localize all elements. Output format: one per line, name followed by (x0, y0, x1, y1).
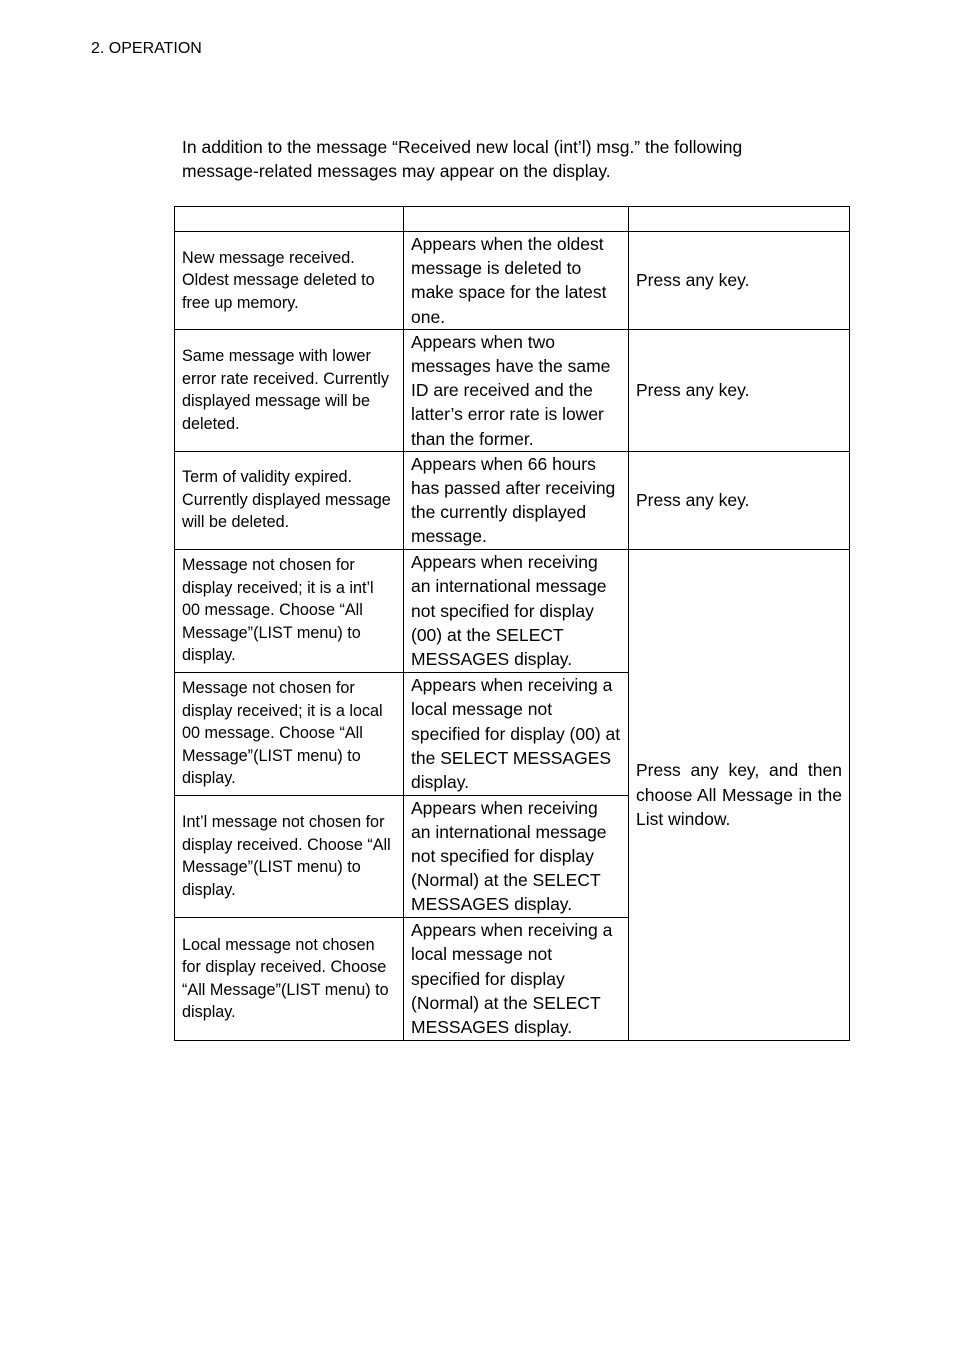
table-header-row (175, 207, 850, 232)
column-header-meaning (404, 207, 629, 232)
meaning-cell: Appears when 66 hours has passed after receiving the currently displayed message. (404, 451, 629, 549)
table-row (175, 329, 850, 451)
intro-paragraph: In addition to the message “Received new local (int’l) msg.” the following message-related messages may appear on the display. (182, 137, 743, 181)
message-cell: Int’l message not chosen for display received. Choose “All Message”(LIST menu) to display. (175, 795, 404, 917)
remedy-cell: Press any key. (629, 451, 850, 549)
remedy-cell: Press any key. (629, 232, 850, 330)
meaning-cell: Appears when two messages have the same ID are received and the latter’s error rate is lower than the former. (404, 329, 629, 451)
meaning-cell: Appears when receiving a local message not specified for display (Normal) at the SELECT MESSAGES display. (404, 917, 629, 1040)
shared-remedy-cell: Press any key, and then choose All Message in the List window. (629, 549, 850, 1040)
table-row (175, 232, 850, 330)
table-row (175, 549, 850, 672)
column-header-message (175, 207, 404, 232)
message-cell: Same message with lower error rate received. Currently displayed message will be deleted. (175, 329, 404, 451)
meaning-cell: Appears when the oldest message is deleted to make space for the latest one. (404, 232, 629, 330)
message-cell: New message received. Oldest message deleted to free up memory. (175, 232, 404, 330)
column-header-remedy (629, 207, 850, 232)
meaning-cell: Appears when receiving a local message not specified for display (00) at the SELECT MESSAGES display. (404, 672, 629, 795)
message-cell: Message not chosen for display received; it is a int’l 00 message. Choose “All Message”(LIST menu) to display. (175, 549, 404, 672)
table-row (175, 451, 850, 549)
message-cell: Local message not chosen for display received. Choose “All Message”(LIST menu) to display. (175, 917, 404, 1040)
message-cell: Term of validity expired. Currently displayed message will be deleted. (175, 451, 404, 549)
message-cell: Message not chosen for display received; it is a local 00 message. Choose “All Message”(LIST menu) to display. (175, 672, 404, 795)
meaning-cell: Appears when receiving an international message not specified for display (00) at the SELECT MESSAGES display. (404, 549, 629, 672)
remedy-cell: Press any key. (629, 329, 850, 451)
section-header: 2. OPERATION (91, 40, 202, 57)
meaning-cell: Appears when receiving an international message not specified for display (Normal) at the SELECT MESSAGES display. (404, 795, 629, 917)
message-table (174, 206, 850, 1041)
